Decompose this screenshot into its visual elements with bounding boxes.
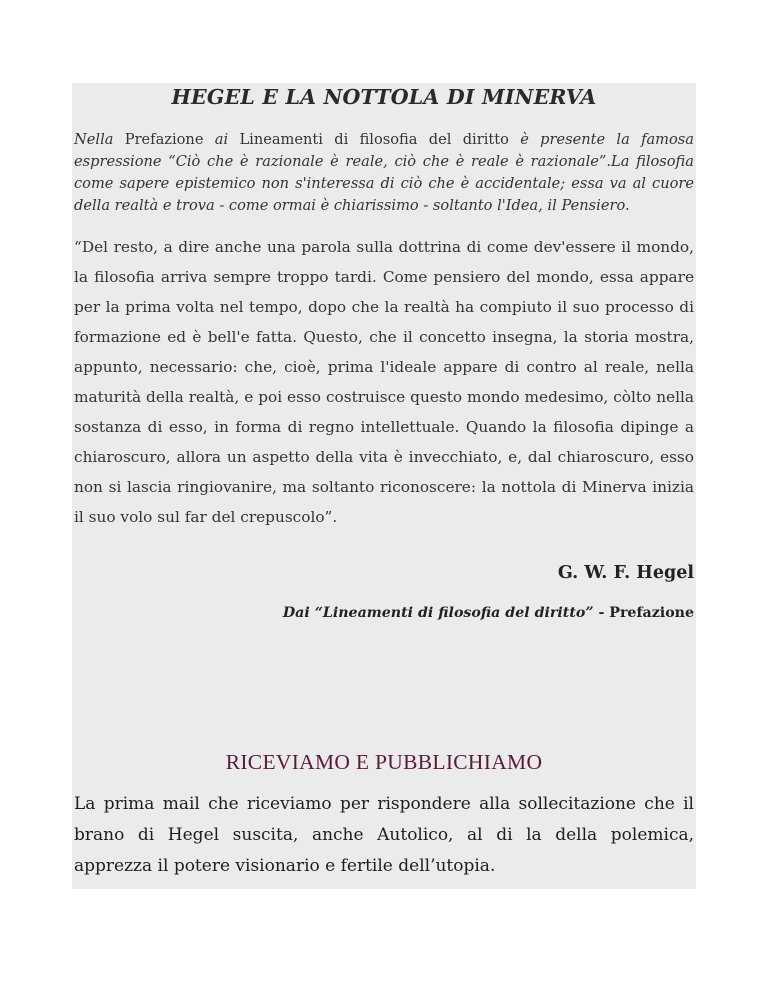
intro-text-2: Prefazione bbox=[113, 131, 215, 148]
hegel-quote: “Del resto, a dire anche una parola sulla dottrina di come dev'essere il mondo, la filosofia arriva sempre troppo tardi. Come pensiero del mondo, essa appare per la prima volta nel tempo, dopo che la realtà ha compiuto il suo processo di formazione ed è bell'e fatta. Questo, che il concetto insegna, la storia mostra, appunto, necessario: che, cioè, prima l'ideale appare di contro al reale, nella maturità della realtà, e poi esso costruisce questo mondo medesimo, còlto nella sostanza di esso, in forma di regno intellettuale. Quando la filosofia dipinge a chiaroscuro, allora un aspetto della vita è invecchiato, e, dal chiaroscuro, esso non si lascia ringiovanire, ma soltanto riconoscere: la nottola di Minerva inizia il suo volo sul far del crepuscolo”. bbox=[74, 238, 694, 526]
document-page bbox=[72, 83, 696, 889]
page-title: HEGEL E LA NOTTOLA DI MINERVA bbox=[171, 85, 597, 109]
intro-text-5: è presente la famosa espressione “Ciò che è razionale è reale, ciò che è reale è razionale”.La filosofia come sapere epistemico non s'interessa di ciò che è accidentale; essa va al cuore della realtà e trova - come ormai è chiarissimo - soltanto l'Idea, il Pensiero. bbox=[74, 131, 694, 214]
quote-source bbox=[283, 605, 694, 621]
source-title: Dai “Lineamenti di filosofia del diritto” bbox=[282, 605, 594, 621]
intro-text-1: Nella bbox=[74, 131, 114, 148]
section-paragraph: La prima mail che riceviamo per rispondere alla sollecitazione che il brano di Hegel suscita, anche Autolico, al di la della polemica, apprezza il potere visionario e fertile dell’utopia. bbox=[74, 794, 694, 876]
source-section: Prefazione bbox=[609, 605, 694, 621]
source-separator: - bbox=[593, 605, 610, 621]
intro-text-3: ai bbox=[214, 131, 229, 148]
intro-paragraph bbox=[74, 129, 694, 217]
quote-author: G. W. F. Hegel bbox=[557, 563, 694, 583]
section-heading: RICEVIAMO E PUBBLICHIAMO bbox=[225, 750, 543, 774]
intro-text-4: Lineamenti di filosofia del diritto bbox=[228, 131, 521, 148]
